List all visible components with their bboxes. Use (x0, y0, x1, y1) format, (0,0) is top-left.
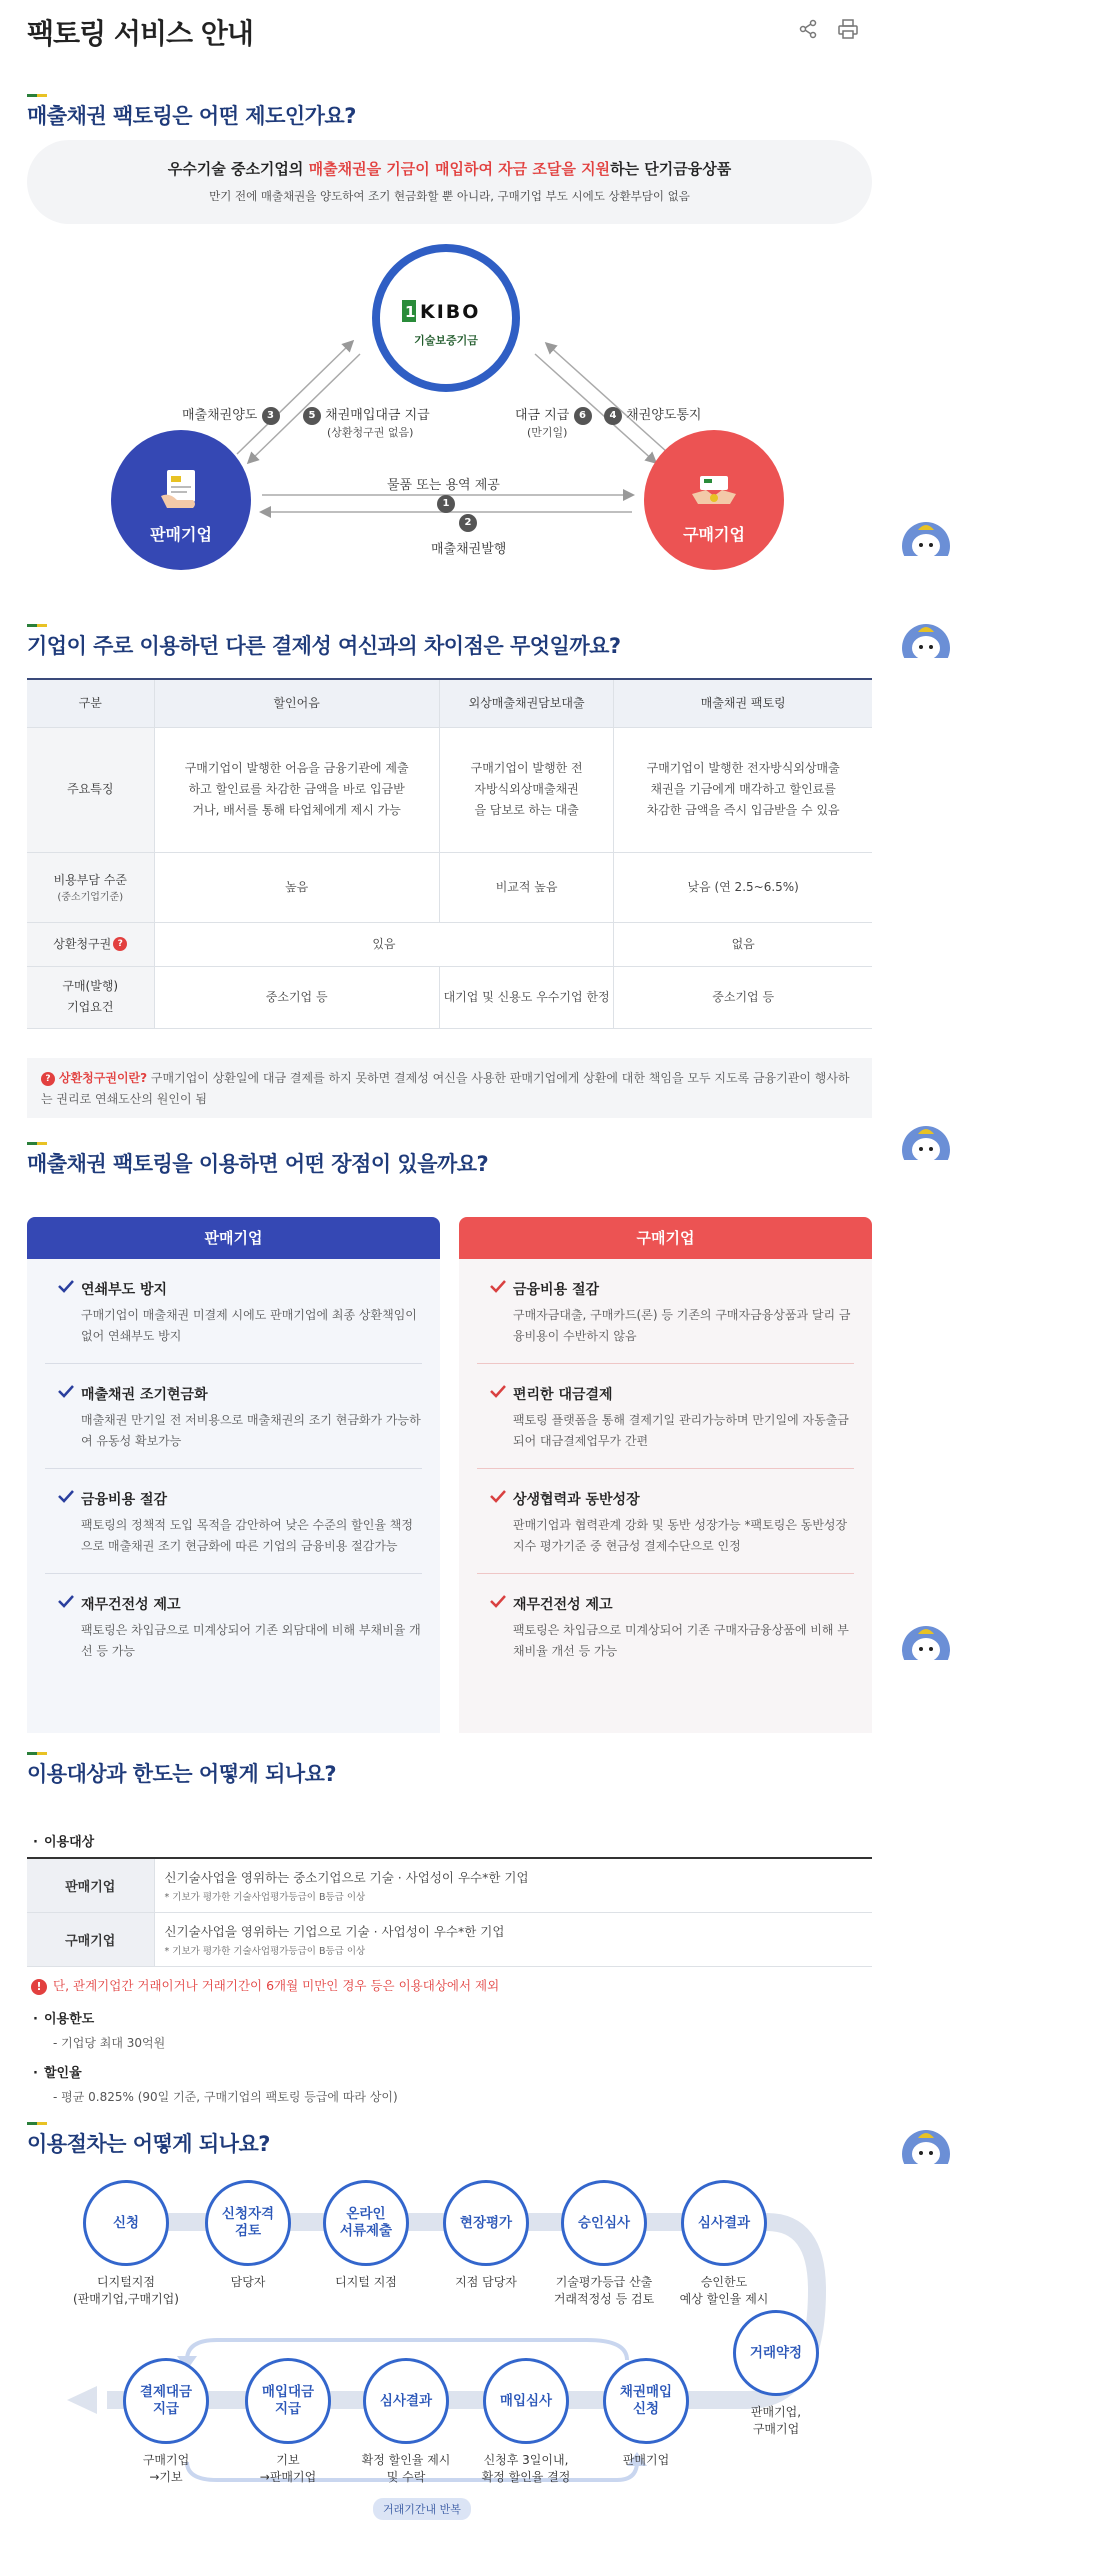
table-cell: 중소기업 등 (154, 966, 439, 1028)
th-category: 구분 (27, 679, 154, 727)
check-icon (489, 1594, 507, 1608)
intro-sub: 만기 전에 매출채권을 양도하여 조기 현금화할 뿐 아니라, 구매기업 부도 시에도 상환부담이 없음 (209, 189, 690, 203)
section-marker (27, 1142, 47, 1145)
table-cell: 구매기업이 발행한 전자방식외상매출채권을 기금에게 매각하고 할인료를 차감한 금액을 즉시 입금받을 수 있음 (614, 727, 872, 852)
intro-main: 우수기술 중소기업의 매출채권을 기금이 매입하여 자금 조달을 지원하는 단기금융상품 (167, 160, 732, 178)
benefit-item: 편리한 대금결제 팩토링 플랫폼을 통해 결제기일 관리가능하며 만기일에 자동출금되어 대금결제업무가 간편 (477, 1364, 854, 1469)
step-field-eval: 현장평가 (443, 2180, 529, 2266)
step-caption: 구매기업 →기보 (142, 2453, 190, 2484)
section-marker (27, 1752, 47, 1755)
exclusion-warning: ! 단, 관계기업간 거래이거나 거래기간이 6개월 미만인 경우 등은 이용대상에서 제외 (31, 1976, 499, 1995)
step-caption: 담당자 (230, 2275, 266, 2289)
seller-benefits (27, 1217, 440, 1733)
target-row-cell: 신기술사업을 영위하는 기업으로 기술 · 사업성이 우수*한 기업 * 기보가 평가한 기술사업평가등급이 B등급 이상 (154, 1912, 872, 1966)
process-flow (27, 2160, 872, 2560)
share-icon[interactable] (797, 18, 819, 40)
limit-value: - 기업당 최대 30억원 (53, 2036, 166, 2050)
recourse-note: ? 상환청구권이란? 구매기업이 상환일에 대금 결제를 하지 못하면 결제성 여신을 사용한 판매기업에게 상환에 대한 책임을 모두 지도록 금융기관이 행사하는 권리로 연쇄도산의 원인이 됨 (27, 1058, 872, 1118)
table-cell: 대기업 및 신용도 우수기업 한정 (439, 966, 614, 1028)
table-cell: 없음 (614, 922, 872, 966)
step4-label: 4 채권양도통지 (604, 404, 702, 425)
step3-label: 매출채권양도 3 (182, 404, 280, 425)
kibo-node (372, 244, 520, 392)
check-icon (489, 1489, 507, 1503)
step-caption: 판매기업, 구매기업 (750, 2405, 802, 2436)
step-caption: 디지털지점 (판매기업,구매기업) (73, 2275, 179, 2306)
table-cell: 비교적 높음 (439, 852, 614, 922)
buyer-benefits-list (459, 1259, 872, 1733)
step-bond-purchase-apply: 채권매입 신청 (603, 2358, 689, 2444)
check-icon (57, 1489, 75, 1503)
target-label: · 이용대상 (33, 1831, 94, 1850)
step-online-docs: 온라인 서류제출 (323, 2180, 409, 2266)
step6-sub: (만기일) (527, 426, 568, 439)
seller-benefits-list (27, 1259, 440, 1733)
row-label-feature: 주요특징 (27, 727, 154, 852)
step-review-result: 심사결과 (681, 2180, 767, 2266)
th-factoring: 매출채권 팩토링 (614, 679, 872, 727)
section5-title: 이용절차는 어떻게 되나요? (27, 2132, 270, 2156)
section1-title: 매출채권 팩토링은 어떤 제도인가요? (27, 104, 356, 128)
step-purchase-payment: 매입대금 지급 (245, 2358, 331, 2444)
table-cell: 구매기업이 발행한 전자방식외상매출채권을 담보로 하는 대출 (439, 727, 614, 852)
buyer-node (644, 430, 784, 570)
svg-text:1: 1 (405, 303, 416, 321)
th-discount-bill: 할인어음 (154, 679, 439, 727)
check-icon (57, 1384, 75, 1398)
check-icon (57, 1594, 75, 1608)
step-eligibility-review: 신청자격 검토 (205, 2180, 291, 2266)
target-row-label: 판매기업 (27, 1858, 154, 1912)
table-cell: 중소기업 등 (614, 966, 872, 1028)
buyer-label: 구매기업 (683, 525, 745, 544)
step-caption: 기보 →판매기업 (259, 2453, 317, 2484)
mascot-icon[interactable] (898, 1120, 954, 1160)
step-caption: 디지털 지점 (335, 2275, 397, 2289)
buyer-benefits (459, 1217, 872, 1733)
rate-value: - 평균 0.825% (90일 기준, 구매기업의 팩토링 등급에 따라 상이) (53, 2090, 398, 2104)
step5-sub: (상환청구권 없음) (327, 426, 414, 439)
check-icon (489, 1384, 507, 1398)
handshake-icon (690, 466, 738, 514)
check-icon (489, 1279, 507, 1293)
benefit-item: 재무건전성 제고 팩토링은 차입금으로 미계상되어 기존 구매자금융상품에 비해 부채비율 개선 등 가능 (477, 1574, 854, 1678)
page-title: 팩토링 서비스 안내 (27, 17, 253, 50)
target-row-cell: 신기술사업을 영위하는 중소기업으로 기술 · 사업성이 우수*한 기업 * 기보가 평가한 기술사업평가등급이 B등급 이상 (154, 1858, 872, 1912)
benefit-item: 재무건전성 제고 팩토링은 차입금으로 미계상되어 기존 외담대에 비해 부채비율 개선 등 가능 (45, 1574, 422, 1678)
step-agreement: 거래약정 (733, 2310, 819, 2396)
mascot-icon[interactable] (898, 1620, 954, 1660)
kibo-logo-icon (402, 300, 498, 322)
limit-label: · 이용한도 (33, 2008, 94, 2027)
seller-node (111, 430, 251, 570)
row-label-recourse: 상환청구권 ? (27, 922, 154, 966)
benefit-item: 상생협력과 동반성장 판매기업과 협력관계 강화 및 동반 성장가능 *팩토링은 동반성장지수 평가기준 중 현금성 결제수단으로 인정 (477, 1469, 854, 1574)
section3-title: 매출채권 팩토링을 이용하면 어떤 장점이 있을까요? (27, 1152, 489, 1176)
step1-num: 1 (437, 495, 455, 513)
step-result: 심사결과 (363, 2358, 449, 2444)
help-icon[interactable]: ? (113, 937, 127, 951)
section-marker (27, 2122, 47, 2125)
step-caption: 판매기업 (622, 2453, 670, 2467)
seller-benefits-head: 판매기업 (27, 1217, 440, 1259)
target-row-label: 구매기업 (27, 1912, 154, 1966)
step1-label: 물품 또는 용역 제공 (387, 478, 500, 493)
table-cell: 구매기업이 발행한 어음을 금융기관에 제출하고 할인료를 차감한 금액을 바로 입금받거나, 배서를 통해 타업체에게 제시 가능 (154, 727, 439, 852)
kibo-name: 기술보증기금 (414, 334, 478, 347)
step-caption: 승인한도 예상 할인율 제시 (679, 2275, 769, 2306)
buyer-benefits-head: 구매기업 (459, 1217, 872, 1259)
row-label-cost: 비용부담 수준 (중소기업기준) (27, 852, 154, 922)
benefit-item: 금융비용 절감 팩토링의 정책적 도입 목적을 감안하여 낮은 수준의 할인율 책정으로 매출채권 조기 현금화에 따른 기업의 금융비용 절감가능 (45, 1469, 422, 1574)
seller-label: 판매기업 (150, 525, 212, 544)
step-apply: 신청 (83, 2180, 169, 2266)
repeat-badge: 거래기간내 반복 (373, 2498, 471, 2520)
print-icon[interactable] (837, 18, 859, 40)
target-table (27, 1857, 872, 1967)
svg-text:KIBO: KIBO (420, 301, 481, 322)
intro-box (27, 140, 872, 224)
step5-label: 5 채권매입대금 지급 (303, 404, 430, 425)
row-label-req: 구매(발행) 기업요건 (27, 966, 154, 1028)
step-purchase-review: 매입심사 (483, 2358, 569, 2444)
comparison-table (27, 678, 872, 1029)
table-cell: 있음 (154, 922, 614, 966)
benefit-item: 매출채권 조기현금화 매출채권 만기일 전 저비용으로 매출채권의 조기 현금화가 가능하여 유동성 확보가능 (45, 1364, 422, 1469)
help-icon: ? (41, 1072, 55, 1086)
section4-title: 이용대상과 한도는 어떻게 되나요? (27, 1762, 337, 1786)
step-settlement-payment: 결제대금 지급 (123, 2358, 209, 2444)
mascot-icon[interactable] (898, 618, 954, 658)
step-caption: 기술평가등급 산출 거래적정성 등 검토 (553, 2275, 655, 2306)
page-header (27, 0, 872, 60)
mascot-icon[interactable] (898, 516, 954, 556)
step2-num: 2 (459, 514, 477, 532)
benefit-item: 연쇄부도 방지 구매기업이 매출채권 미결제 시에도 판매기업에 최종 상환책임이 없어 연쇄부도 방지 (45, 1259, 422, 1364)
step-caption: 확정 할인율 제시 및 수락 (361, 2453, 451, 2484)
step2-label: 매출채권발행 (431, 542, 507, 557)
factoring-diagram (27, 244, 872, 604)
warning-icon: ! (31, 1979, 47, 1995)
section-marker (27, 624, 47, 627)
step-caption: 지점 담당자 (455, 2275, 517, 2289)
mascot-icon[interactable] (898, 2124, 954, 2164)
section2-title: 기업이 주로 이용하던 다른 결제성 여신과의 차이점은 무엇일까요? (27, 634, 621, 658)
table-cell: 낮음 (연 2.5~6.5%) (614, 852, 872, 922)
step-caption: 신청후 3일이내, 확정 할인율 결정 (481, 2453, 571, 2484)
benefit-item: 금융비용 절감 구매자금대출, 구매카드(론) 등 기존의 구매자금융상품과 달리 금융비용이 수반하지 않음 (477, 1259, 854, 1364)
step6-label: 대금 지급 6 (515, 404, 592, 425)
document-hand-icon (157, 466, 205, 514)
check-icon (57, 1279, 75, 1293)
rate-label: · 할인율 (33, 2062, 82, 2081)
step-approval-review: 승인심사 (561, 2180, 647, 2266)
th-loan: 외상매출채권담보대출 (439, 679, 614, 727)
section-marker (27, 94, 47, 97)
table-cell: 높음 (154, 852, 439, 922)
